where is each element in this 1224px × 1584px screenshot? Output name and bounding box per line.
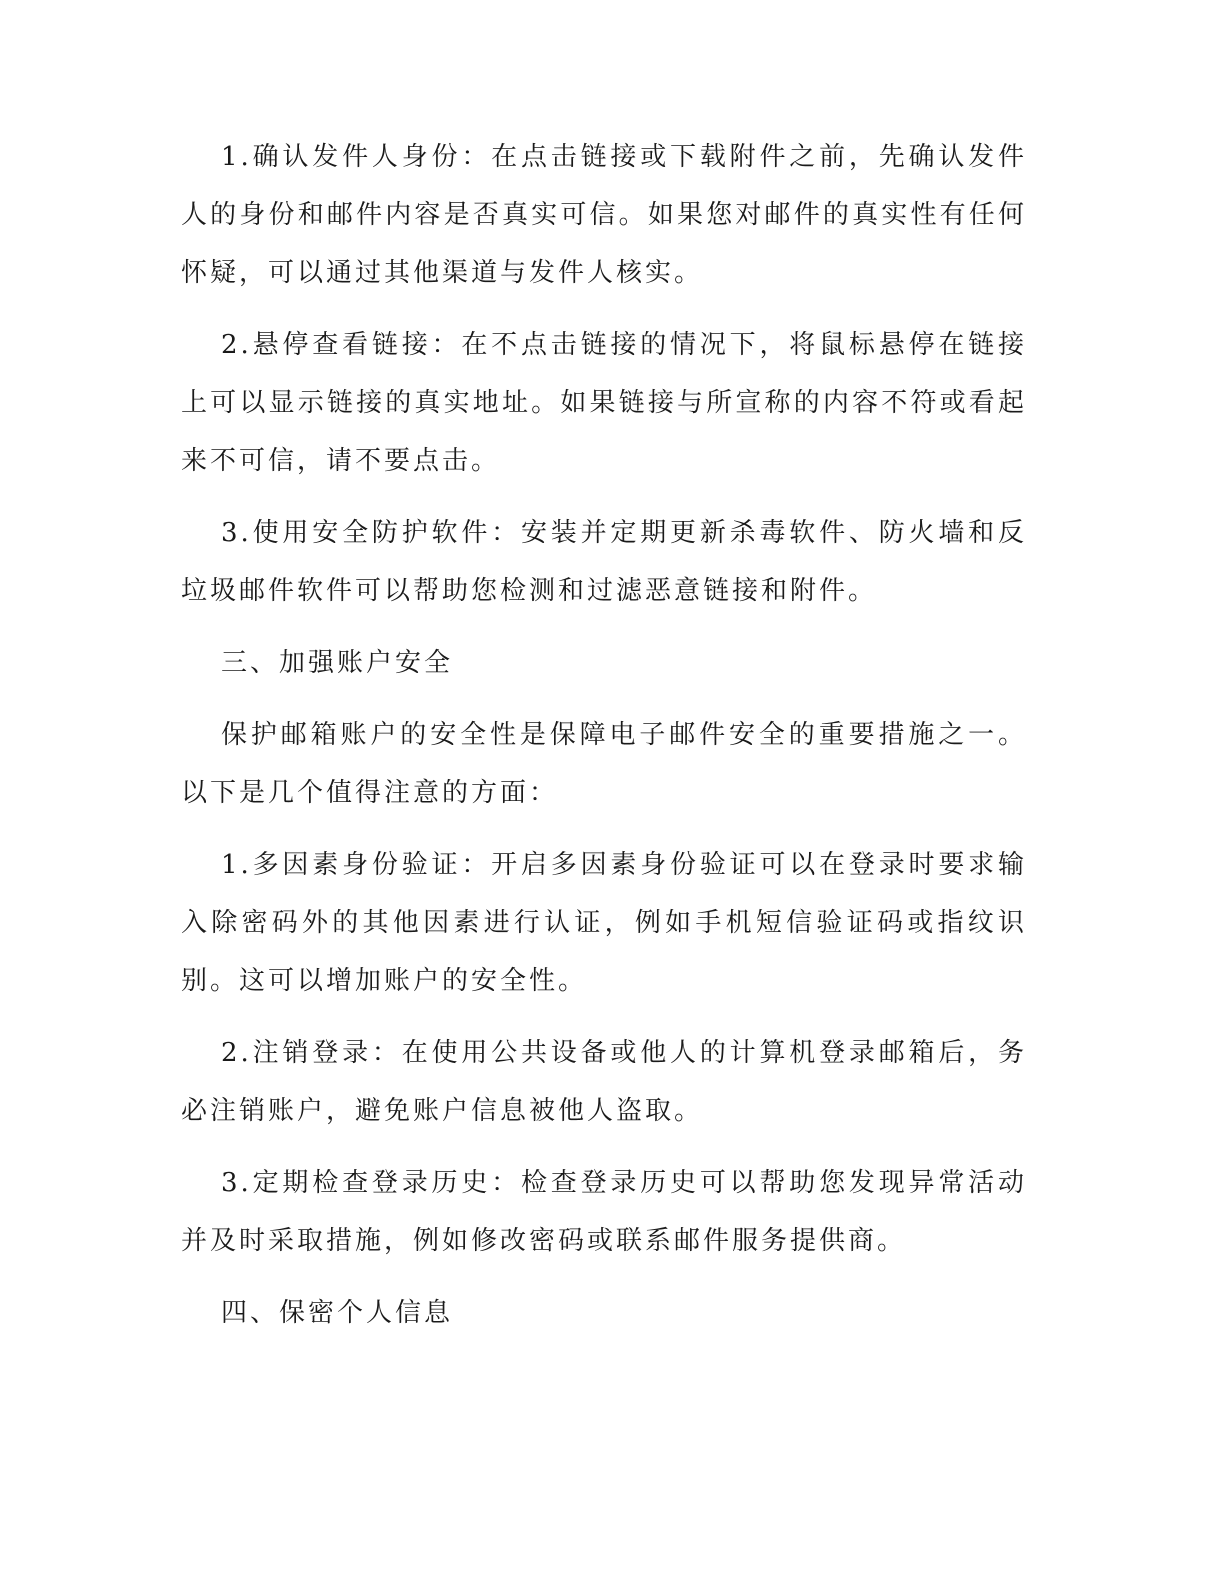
paragraph-account-intro: 保护邮箱账户的安全性是保障电子邮件安全的重要措施之一。以下是几个值得注意的方面： [181,720,1027,808]
paragraph-logout: 2.注销登录：在使用公共设备或他人的计算机登录邮箱后，务必注销账户，避免账户信息被他人盗取。 [181,1038,1027,1126]
section-heading-account-security: 三、加强账户安全 [221,648,454,678]
paragraph-security-software: 3.使用安全防护软件：安装并定期更新杀毒软件、防火墙和反垃圾邮件软件可以帮助您检测和过滤恶意链接和附件。 [181,518,1027,606]
paragraph-verify-sender: 1.确认发件人身份：在点击链接或下载附件之前，先确认发件人的身份和邮件内容是否真实可信。如果您对邮件的真实性有任何怀疑，可以通过其他渠道与发件人核实。 [181,142,1027,288]
section-heading-personal-info: 四、保密个人信息 [221,1298,454,1328]
paragraph-hover-links: 2.悬停查看链接：在不点击链接的情况下，将鼠标悬停在链接上可以显示链接的真实地址。如果链接与所宣称的内容不符或看起来不可信，请不要点击。 [181,330,1027,476]
paragraph-multi-factor: 1.多因素身份验证：开启多因素身份验证可以在登录时要求输入除密码外的其他因素进行认证，例如手机短信验证码或指纹识别。这可以增加账户的安全性。 [181,850,1027,996]
document-body [181,128,1027,1356]
paragraph-login-history: 3.定期检查登录历史：检查登录历史可以帮助您发现异常活动并及时采取措施，例如修改密码或联系邮件服务提供商。 [181,1168,1027,1256]
